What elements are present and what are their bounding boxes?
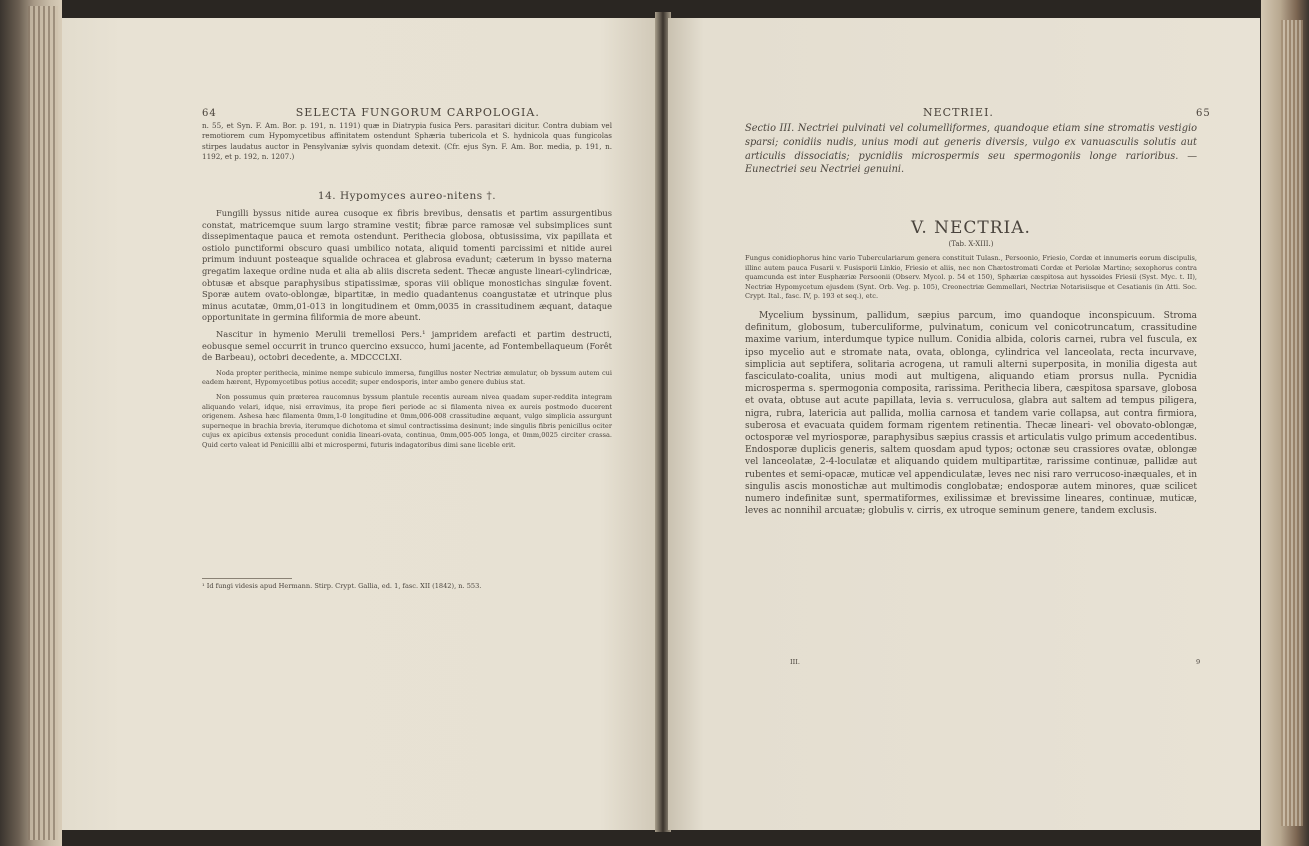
paragraph-habitat: Nascitur in hymenio Merulii tremellosi Pers.¹ jampridem arefacti et partim destructi, eobusque semel occurrit in trunco quercino exsucco, humi jacente, ad Fontembellaqueum (Forêt de Barbeau), octobri decedente, a. MDCCCLXI.	[202, 328, 612, 363]
gathering-number: 9	[1196, 658, 1201, 666]
footnote-rule	[202, 578, 292, 579]
footnote: ¹ Id fungi videsis apud Hermann. Stirp. Crypt. Gallia, ed. 1, fasc. XII (1842), n. 553.	[202, 582, 482, 590]
book-edge-left	[0, 0, 62, 846]
signature-mark: III.	[790, 658, 800, 666]
left-page	[62, 18, 660, 830]
right-page-number: 65	[1196, 108, 1211, 119]
paragraph-description: Fungilli byssus nitide aurea cusoque ex fibris brevibus, densatis et partim assurgentibus constat, matricemque suum largo stramine vestit; fibræ parce ramosæ vel subsimplices sunt dissepimentaque pauca et remota ostendunt. Perithecia globosa, obtusissima, vix papillata et ostiolo punctiformi obscuro quasi umbilico notata, aliquid tomenti parcissimi et nitide aurei primum induunt posteaque squalide ochracea et glabrosa evadunt; cæterum in bysso materna gregatim laxeque ordine nuda et alia ab aliis discreta sedent. Thecæ anguste lineari-cylindricæ, obtusæ et absque paraphysibus stipatissimæ, sporas viii oblique monostichas singulæ fovent. Sporæ autem ovato-oblongæ, bipartitæ, in medio quadantenus coangustatæ et utrinque plus minus acutatæ, 0mm,01-013 in longitudinem et 0mm,0035 in crassitudinem æquant, dataque opportunitate in germina filiformia de more abeunt.	[202, 208, 612, 323]
plate-reference: (Tab. X-XIII.)	[948, 240, 994, 248]
sectio-text: Sectio III. Nectriei pulvinati vel columelliformes, quandoque etiam sine stromatis vestigio sparsi; conidiis nudis, unius modi aut generis diversis, vulgo ex vanuasculis solutis aut articulis dissociatis; pycnidiis microspermis seu spermogoniis longe rarioribus. — Eunectriei seu Nectriei genuini.	[745, 123, 1197, 176]
right-page	[668, 18, 1260, 830]
note-paragraph-1: Noda propter perithecia, minime nempe subiculo immersa, fungillus noster Nectriæ æmulatur, ob byssum autem cui eadem hærent, Hypomycetibus potius accedit; super endosporis, inter ambo genere dubius stat.	[202, 368, 612, 387]
left-running-head: SELECTA FUNGORUM CARPOLOGIA.	[295, 106, 540, 119]
intro-paragraph: n. 55, et Syn. F. Am. Bor. p. 191, n. 1191) quæ in Diatrypia fusica Pers. parasitari dicitur. Contra dubiam vel remotiorem cum Hypomycetibus affinitatem ostendunt Sphæria tubericola et S. hydnicola quas fungicolas stirpes laudatus auctor in Pensylvaniæ sylvis quondam detexit. (Cfr. ejus Syn. F. Am. Bor. media, p. 191, n. 1192, et p. 192, n. 1207.)	[202, 121, 612, 162]
left-page-number: 64	[202, 108, 217, 119]
note-paragraph-2: Non possumus quin præterea raucomnus byssum plantule recentis auream nivea quadam super-reddita integram aliquando velari, idque, nisi erravimus, ita prope fieri periode ac si filamenta nivea ex aureis postmodo ducerent origenem. Ashesa hæc filamenta 0mm,1-0 longitudine et 0mm,006-008 crassitudine æquant, vulgo simplicia assurgunt superneque in brachia brevia, iterumque dichotoma et simul contractissima desinunt; inde singulis fibris penicillus ociter cujus ex apicibus extensis procedunt conidia lineari-ovata, continua, 0mm,005-005 longa, et 0mm,0025 circiter crassa. Quid certo valeat id Penicillii albi et microspermi, futuris indagatoribus dimi sane liceble erit.	[202, 392, 612, 449]
left-text-block	[202, 121, 612, 168]
section-title: 14. Hypomyces aureo-nitens †.	[317, 190, 497, 202]
book-edge-right	[1261, 0, 1309, 846]
genus-description: Mycelium byssinum, pallidum, sæpius parcum, imo quandoque inconspicuum. Stroma definitum, globosum, tuberculiforme, pulvinatum, conicum vel conicotruncatum, crassitudine maxime varium, interdumque typice nullum. Conidia albida, coloris carnei, rubra vel fuscula, ex ipso mycelio aut e stromate nata, ovata, oblonga, cylindrica vel lanceolata, recta incurvave, simplicia aut septifera, solitaria acrogena, ut ramuli alterni superposita, in monilia digesta aut fasciculato-coalita, unius modi aut multigena, aliquando etiam prorsus nulla. Pycnidia microsperma s. spermogonia composita, rarissima. Perithecia libera, cæspitosa sparsave, globosa et ovata, obtuse aut acute papillata, levia s. verruculosa, glabra aut saltem ad tempus piligera, nigra, rubra, latericia aut pallida, mollia carnosa et tandem varie collapsa, aut contra firmiora, suberosa et evacuata quidem formam rigentem retinentia. Thecæ lineari- vel obovato-oblongæ, octosporæ vel myriosporæ, paraphysibus sæpius crassis et articulatis vulgo primum accedentibus. Endosporæ duplicis generis, saltem quosdam apud typos; octonæ seu crassiores ovatæ, oblongæ vel lanceolatæ, 2-4-loculatæ et aliquando quidem multipartitæ, rarissime continuæ, pallidæ aut rubentes et semi-opacæ, muticæ vel appendiculatæ, leves nec nisi raro verrucoso-inæquales, et in singulis ascis monostichæ aut multimodis conglobatæ; endosporæ autem minores, quæ scilicet numero indefinitæ sunt, spermatiformes, exilissimæ et brevissime lineares, continuæ, muticæ, leves ac nonnihil arcuatæ; globulis v. cirris, ex utroque seminum genere, tandem exclusis.	[745, 311, 1197, 517]
right-running-head: NECTRIEI.	[923, 106, 994, 119]
right-main-text	[745, 310, 1197, 522]
synopsis: Fungus conidiophorus hinc vario Tuberculariarum genera constituit Tulasn., Persoonio, Friesio, Cordæ et innumeris eorum discipulis, illinc autem pauca Fusarii v. Fusisporii Linkio, Friesio et aliis, nec non Chætostromati Cordæ et Periolæ Martino; sexophorus contra quamcunda est inter Eusphæriæ Persoonii (Observ. Mycol. p. 54 et 150), Sphæriæ cæspitosa aut hyssoides Friesii (Syst. Myc. t. II), Nectriæ Hypomycetum ejusdem (Synt. Orb. Veg. p. 105), Creonectriæ Gemmellari, Nectriæ Notarisiisque et Cesatianis (in Atti. Soc. Crypt. Ital., fasc. IV, p. 193 et seq.), etc.	[745, 254, 1197, 300]
genus-title: V. NECTRIA.	[911, 218, 1031, 238]
left-main-text	[202, 208, 612, 455]
